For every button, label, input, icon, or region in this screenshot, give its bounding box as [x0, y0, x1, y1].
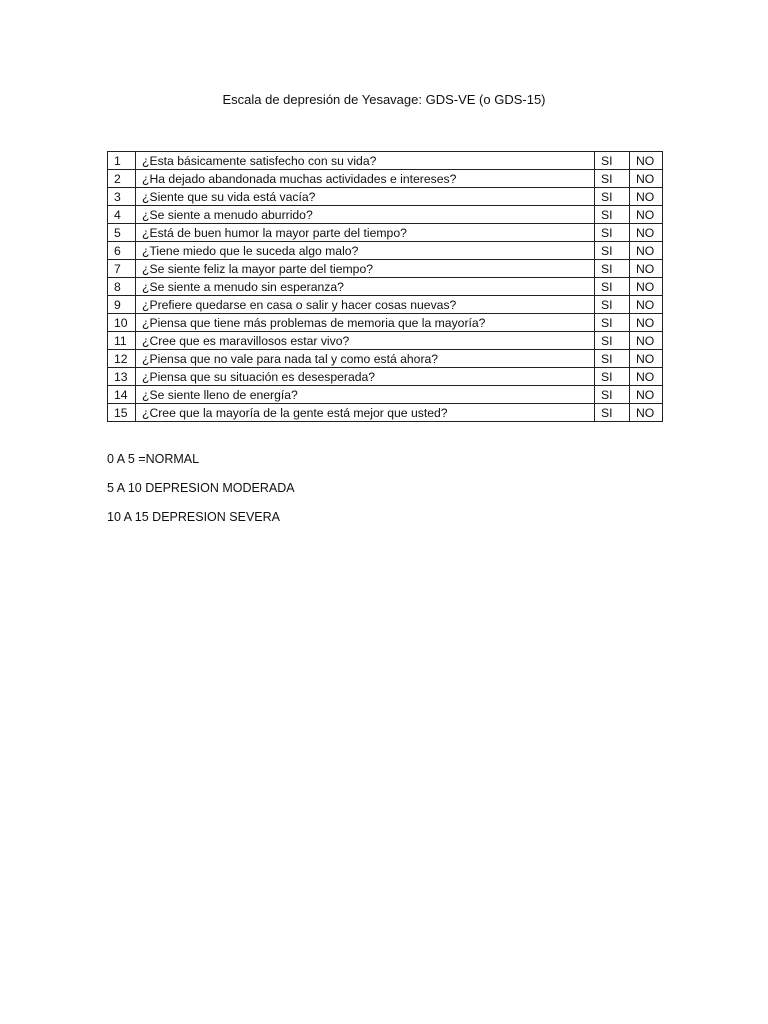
answer-no: NO	[630, 206, 663, 224]
question-text: ¿Se siente a menudo sin esperanza?	[136, 278, 595, 296]
questionnaire-table	[107, 151, 663, 422]
question-number: 12	[108, 350, 136, 368]
answer-no: NO	[630, 296, 663, 314]
page-title: Escala de depresión de Yesavage: GDS-VE (o GDS-15)	[222, 92, 546, 107]
question-text: ¿Esta básicamente satisfecho con su vida?	[136, 152, 595, 170]
question-text: ¿Prefiere quedarse en casa o salir y hacer cosas nuevas?	[136, 296, 595, 314]
table-row	[108, 206, 663, 224]
question-text: ¿Se siente a menudo aburrido?	[136, 206, 595, 224]
question-number: 15	[108, 404, 136, 422]
table-row	[108, 296, 663, 314]
question-text: ¿Ha dejado abandonada muchas actividades e intereses?	[136, 170, 595, 188]
answer-no: NO	[630, 242, 663, 260]
answer-yes: SI	[595, 206, 630, 224]
answer-yes: SI	[595, 260, 630, 278]
table-row	[108, 260, 663, 278]
answer-yes: SI	[595, 404, 630, 422]
scoring-line-normal: 0 A 5 =NORMAL	[107, 452, 200, 466]
answer-no: NO	[630, 278, 663, 296]
table-row	[108, 404, 663, 422]
question-text: ¿Cree que la mayoría de la gente está mejor que usted?	[136, 404, 595, 422]
question-text: ¿Cree que es maravillosos estar vivo?	[136, 332, 595, 350]
answer-yes: SI	[595, 296, 630, 314]
answer-yes: SI	[595, 314, 630, 332]
question-text: ¿Está de buen humor la mayor parte del tiempo?	[136, 224, 595, 242]
answer-yes: SI	[595, 332, 630, 350]
question-number: 11	[108, 332, 136, 350]
answer-no: NO	[630, 314, 663, 332]
question-number: 8	[108, 278, 136, 296]
table-row	[108, 224, 663, 242]
answer-no: NO	[630, 224, 663, 242]
question-text: ¿Se siente feliz la mayor parte del tiempo?	[136, 260, 595, 278]
question-number: 6	[108, 242, 136, 260]
question-text: ¿Siente que su vida está vacía?	[136, 188, 595, 206]
question-number: 2	[108, 170, 136, 188]
scoring-line-severe: 10 A 15 DEPRESION SEVERA	[107, 510, 280, 524]
question-text: ¿Piensa que no vale para nada tal y como está ahora?	[136, 350, 595, 368]
answer-yes: SI	[595, 242, 630, 260]
question-number: 7	[108, 260, 136, 278]
question-number: 1	[108, 152, 136, 170]
table-row	[108, 386, 663, 404]
answer-yes: SI	[595, 188, 630, 206]
table-row	[108, 332, 663, 350]
question-number: 5	[108, 224, 136, 242]
table-row	[108, 152, 663, 170]
answer-no: NO	[630, 170, 663, 188]
question-number: 13	[108, 368, 136, 386]
question-number: 10	[108, 314, 136, 332]
question-number: 3	[108, 188, 136, 206]
question-number: 9	[108, 296, 136, 314]
table-row	[108, 350, 663, 368]
table-row	[108, 170, 663, 188]
question-number: 14	[108, 386, 136, 404]
question-text: ¿Se siente lleno de energía?	[136, 386, 595, 404]
answer-yes: SI	[595, 386, 630, 404]
question-text: ¿Tiene miedo que le suceda algo malo?	[136, 242, 595, 260]
answer-no: NO	[630, 368, 663, 386]
answer-yes: SI	[595, 368, 630, 386]
table-row	[108, 188, 663, 206]
table-row	[108, 242, 663, 260]
answer-yes: SI	[595, 278, 630, 296]
answer-no: NO	[630, 188, 663, 206]
answer-yes: SI	[595, 170, 630, 188]
question-text: ¿Piensa que su situación es desesperada?	[136, 368, 595, 386]
answer-no: NO	[630, 332, 663, 350]
question-number: 4	[108, 206, 136, 224]
answer-yes: SI	[595, 224, 630, 242]
table-row	[108, 314, 663, 332]
answer-yes: SI	[595, 350, 630, 368]
scoring-legend	[107, 451, 295, 538]
question-text: ¿Piensa que tiene más problemas de memoria que la mayoría?	[136, 314, 595, 332]
answer-yes: SI	[595, 152, 630, 170]
answer-no: NO	[630, 152, 663, 170]
scoring-line-moderate: 5 A 10 DEPRESION MODERADA	[107, 481, 295, 495]
answer-no: NO	[630, 386, 663, 404]
table-row	[108, 368, 663, 386]
answer-no: NO	[630, 404, 663, 422]
answer-no: NO	[630, 350, 663, 368]
answer-no: NO	[630, 260, 663, 278]
table-row	[108, 278, 663, 296]
